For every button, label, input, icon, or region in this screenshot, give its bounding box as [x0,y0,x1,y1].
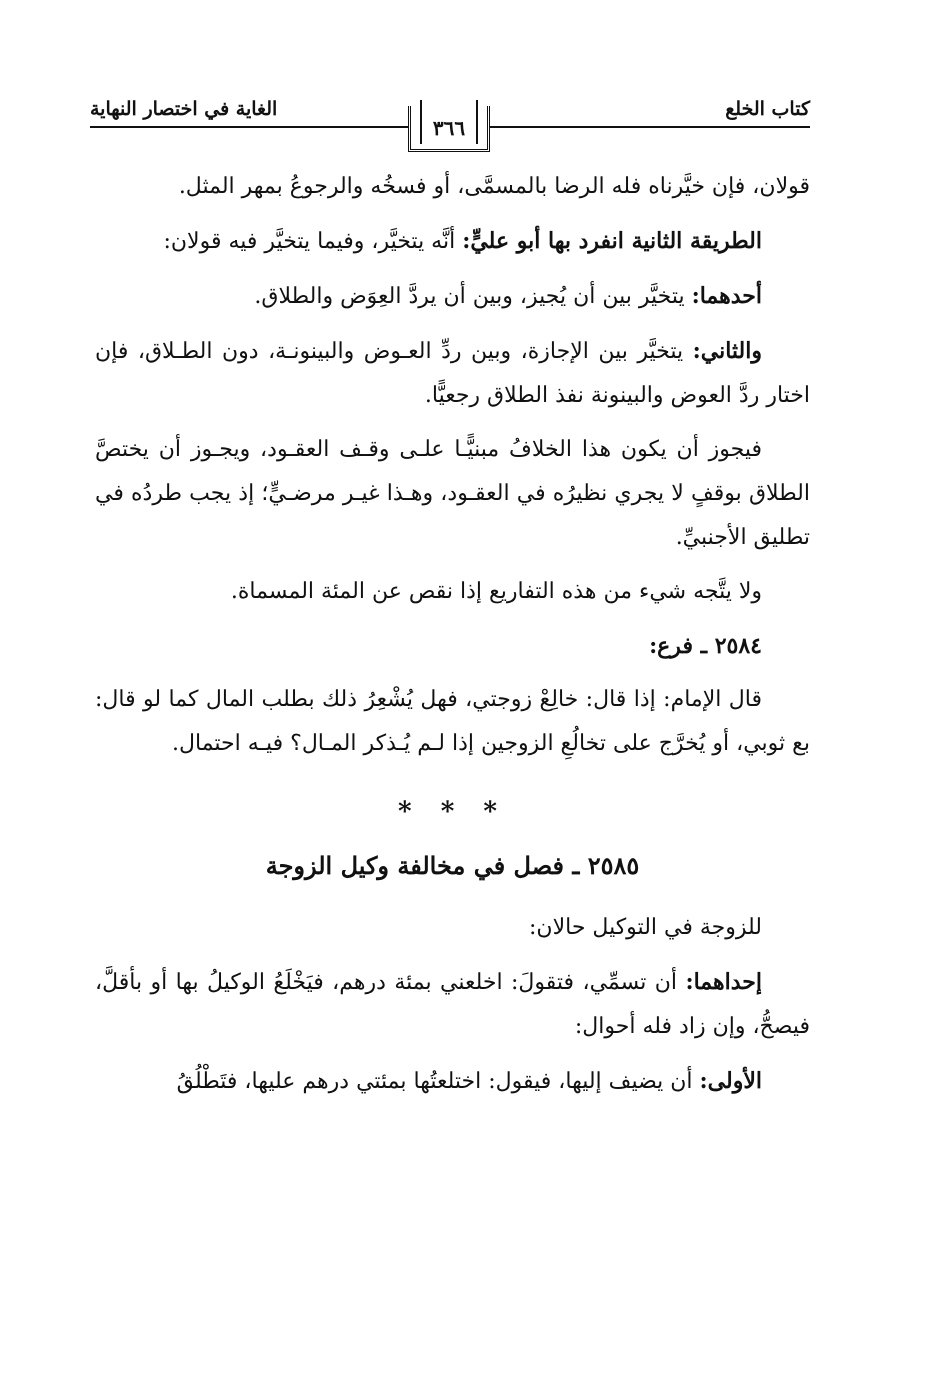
page-body [95,165,810,1114]
header-rule-left [90,126,408,128]
paragraph-6: ولا يتَّجه شيء من هذه التفاريع إذا نقص عن المئة المسماة. [230,579,762,604]
branch-heading: ٢٥٨٤ ـ فرع: [649,633,762,659]
section-separator: * * * [398,797,507,827]
section-paragraph-3-text: أن يضيف إليها، فيقول: اختلعتُها بمئتي درهم عليها، فتَطْلُقُ [176,1069,700,1094]
section-paragraph-2-lead: إحداهما: [685,969,762,995]
section-paragraph-3-lead: الأولى: [699,1068,762,1094]
paragraph-3-lead: أحدهما: [691,283,762,309]
section-heading: ٢٥٨٥ ـ فصل في مخالفة وكيل الزوجة [265,851,640,880]
paragraph-8: قال الإمام: إذا قال: خالِعْ زوجتي، فهل يُشْعِرُ ذلك بطلب المال كما لو قال: بع ثوبي، أو يُخرَّج على تخالُعِ الزوجين إذا لـم يُـذكر المـال؟ فيـه احتمال. [95,687,810,756]
paragraph-2 [95,219,810,264]
book-title: الغاية في اختصار النهاية [90,98,278,120]
section-paragraph-3 [95,1059,810,1104]
section-paragraph-2-text: أن تسمِّي، فتقولَ: اخلعني بمئة درهم، فيَخْلَعُ الوكيلُ بها أو بأقلَّ، فيصحُّ، وإن زاد فله أحوال: [95,970,810,1039]
page-number-frame [408,100,490,152]
paragraph-3-text: يتخيَّر بين أن يُجيز، وبين أن يردَّ العِوَض والطلاق. [254,284,692,309]
section-paragraph-1: للزوجة في التوكيل حالان: [529,915,762,940]
paragraph-1: قولان، فإن خيَّرناه فله الرضا بالمسمَّى، أو فسخُه والرجوعُ بمهر المثل. [178,174,810,199]
paragraph-3 [95,274,810,319]
page-number: ٣٦٦ [432,116,466,140]
paragraph-5: فيجوز أن يكون هذا الخلافُ مبنيًّـا علـى وقـف العقـود، ويجـوز أن يختصَّ الطلاق بوقفٍ لا يجري نظيرُه في العقـود، وهـذا غيـر مرضـيٍّ؛ إذ يجب طردُه في تطليق الأجنبيِّ. [95,437,810,550]
header-rule-right [490,126,810,128]
paragraph-4-lead: والثاني: [692,338,762,364]
paragraph-2-lead: الطريقة الثانية انفرد بها أبو عليٍّ: [462,228,762,254]
chapter-title: كتاب الخلع [725,98,810,120]
paragraph-4 [95,329,810,418]
section-paragraph-2 [95,960,810,1049]
paragraph-2-text: أنَّه يتخيَّر، وفيما يتخيَّر فيه قولان: [163,229,463,254]
paragraph-4-text: يتخيَّر بين الإجازة، وبين ردِّ العـوض والبينونـة، دون الطـلاق، فإن اختار ردَّ العوض والبينونة نفذ الطلاق رجعيًّا. [95,339,810,408]
